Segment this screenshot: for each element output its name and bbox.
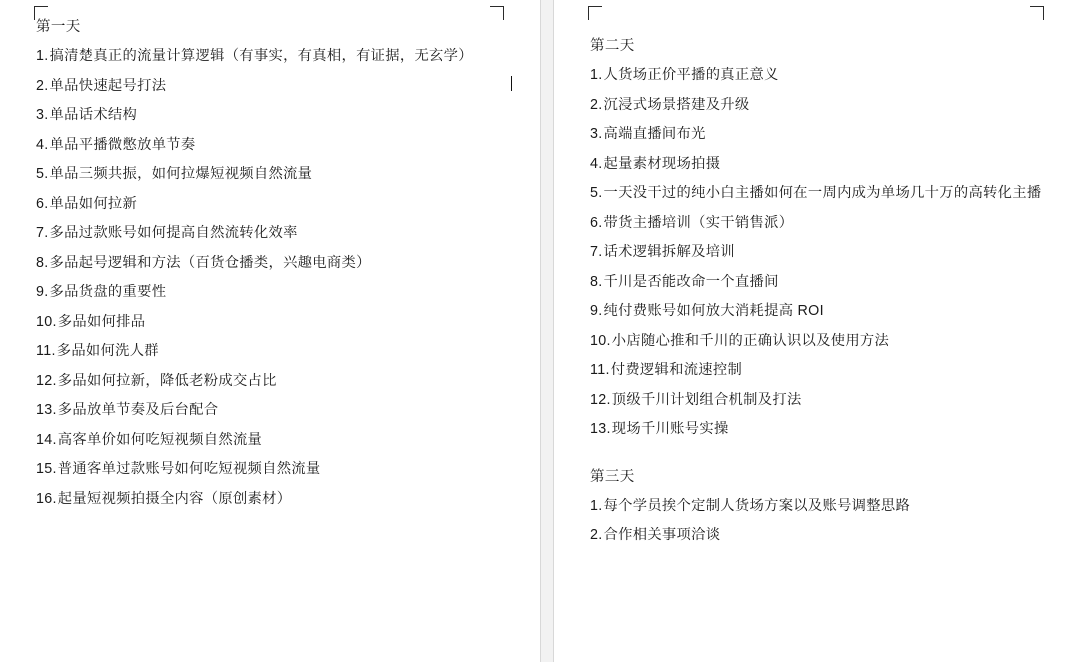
list-item (36, 46, 512, 66)
list-item (36, 371, 512, 391)
list-item (36, 430, 512, 450)
list-item (36, 105, 512, 125)
list-item-number: 1. (36, 48, 49, 64)
list-item-number: 15. (36, 461, 57, 477)
page-left-content (36, 18, 512, 662)
list-item-number: 1. (590, 67, 603, 83)
list-item (36, 489, 512, 509)
list-item-number: 5. (36, 166, 49, 182)
list-item (36, 194, 512, 214)
list-item (590, 154, 1052, 174)
list-item-text: 单品三频共振，如何拉爆短视频自然流量 (49, 166, 313, 182)
list-item-text: 一天没干过的纯小白主播如何在一周内成为单场几十万的高转化主播 (603, 185, 1042, 201)
list-item-text: 单品话术结构 (49, 107, 138, 123)
list-item-text: 高端直播间布光 (603, 126, 706, 142)
list-item-text: 付费逻辑和流速控制 (610, 362, 743, 378)
list-item-number: 3. (590, 126, 603, 142)
list-item-text: 单品如何拉新 (49, 195, 138, 212)
list-item-number: 3. (36, 107, 49, 123)
list-item-text: 起量短视频拍摄全内容（原创素材） (57, 490, 292, 507)
list-item-number: 12. (590, 391, 611, 408)
section-heading-day-2: 第二天 (590, 38, 635, 54)
list-item-text: 多品如何排品 (57, 313, 146, 330)
list-item-number: 6. (590, 214, 603, 231)
list-item-text: 纯付费账号如何放大消耗提高 ROI (603, 303, 824, 319)
list-item (36, 253, 512, 273)
list-item-number: 13. (36, 402, 57, 418)
list-item-text: 千川是否能改命一个直播间 (603, 273, 779, 290)
text-cursor (511, 76, 512, 91)
list-item-text: 话术逻辑拆解及培训 (603, 244, 735, 260)
list-item-number: 8. (590, 273, 603, 290)
list-item-number: 5. (590, 185, 603, 201)
list-item (36, 282, 512, 302)
list-item-text: 沉浸式场景搭建及升级 (603, 96, 750, 113)
page-separator (540, 0, 554, 662)
list-item (36, 459, 512, 479)
list-item-text: 顶级千川计划组合机制及打法 (611, 391, 802, 408)
top-spacer (590, 18, 1052, 37)
list-item (590, 301, 1052, 321)
list-item (590, 65, 1052, 85)
list-item-number: 6. (36, 195, 49, 212)
list-item (36, 164, 512, 184)
list-item-number: 9. (36, 284, 49, 300)
list-item (590, 419, 1052, 439)
list-item (590, 272, 1052, 292)
list-item-text: 多品货盘的重要性 (49, 284, 167, 300)
list-item-text: 起量素材现场拍摄 (603, 155, 721, 172)
list-item-number: 8. (36, 254, 49, 271)
list-item-text: 单品平播微憋放单节奏 (49, 136, 196, 153)
list-item-number: 13. (590, 421, 611, 437)
list-item-text: 单品快速起号打法 (49, 77, 167, 94)
section-heading-day-3: 第三天 (590, 468, 635, 485)
list-item-text: 现场千川账号实操 (611, 421, 729, 437)
list-item-text: 人货场正价平播的真正意义 (603, 67, 779, 83)
list-item-text: 多品过款账号如何提高自然流转化效率 (49, 225, 298, 241)
page-right-content (590, 18, 1052, 662)
list-item (36, 400, 512, 420)
list-item-number: 2. (590, 527, 603, 543)
list-item (590, 95, 1052, 115)
list-item (590, 183, 1052, 203)
list-item-number: 16. (36, 490, 57, 507)
document-page-right (554, 0, 1080, 662)
list-item (590, 390, 1052, 410)
list-item-text: 合作相关事项洽谈 (603, 527, 721, 543)
list-item (590, 331, 1052, 351)
list-item (36, 223, 512, 243)
list-item-text: 多品起号逻辑和方法（百货仓播类，兴趣电商类） (49, 254, 371, 271)
list-item (36, 312, 512, 332)
list-item-number: 10. (590, 332, 611, 349)
section-heading-day-1: 第一天 (36, 19, 81, 35)
list-item (36, 135, 512, 155)
list-item-text: 每个学员挨个定制人货场方案以及账号调整思路 (603, 497, 911, 514)
outline-list-day-2 (590, 65, 1052, 439)
list-item-number: 10. (36, 313, 57, 330)
list-item-text: 小店随心推和千川的正确认识以及使用方法 (611, 332, 890, 349)
list-item-number: 7. (590, 244, 603, 260)
list-item-number: 12. (36, 372, 57, 389)
list-item-text: 带货主播培训（实干销售派） (603, 214, 794, 231)
list-item-number: 11. (36, 343, 56, 359)
list-item (590, 360, 1052, 380)
list-item-number: 14. (36, 431, 57, 448)
outline-list-day-1 (36, 46, 512, 509)
list-item-number: 1. (590, 497, 603, 514)
list-item-text: 高客单价如何吃短视频自然流量 (57, 431, 263, 448)
list-item-number: 4. (36, 136, 49, 153)
list-item (590, 496, 1052, 516)
section-spacer (590, 449, 1052, 468)
list-item-number: 7. (36, 225, 49, 241)
list-item (36, 76, 512, 96)
list-item-number: 9. (590, 303, 603, 319)
outline-list-day-3 (590, 496, 1052, 546)
list-item-number: 2. (36, 77, 49, 94)
list-item-text: 多品放单节奏及后台配合 (57, 402, 219, 418)
list-item-text: 搞清楚真正的流量计算逻辑（有事实，有真相，有证据，无玄学） (49, 48, 473, 64)
list-item-number: 4. (590, 155, 603, 172)
list-item (590, 213, 1052, 233)
list-item (36, 341, 512, 361)
list-item-text: 多品如何拉新，降低老粉成交占比 (57, 372, 277, 389)
list-item (590, 124, 1052, 144)
list-item-text: 多品如何洗人群 (56, 343, 159, 359)
list-item (590, 525, 1052, 545)
list-item-number: 11. (590, 362, 610, 378)
list-item-text: 普通客单过款账号如何吃短视频自然流量 (57, 461, 321, 477)
list-item (590, 242, 1052, 262)
list-item-number: 2. (590, 96, 603, 113)
